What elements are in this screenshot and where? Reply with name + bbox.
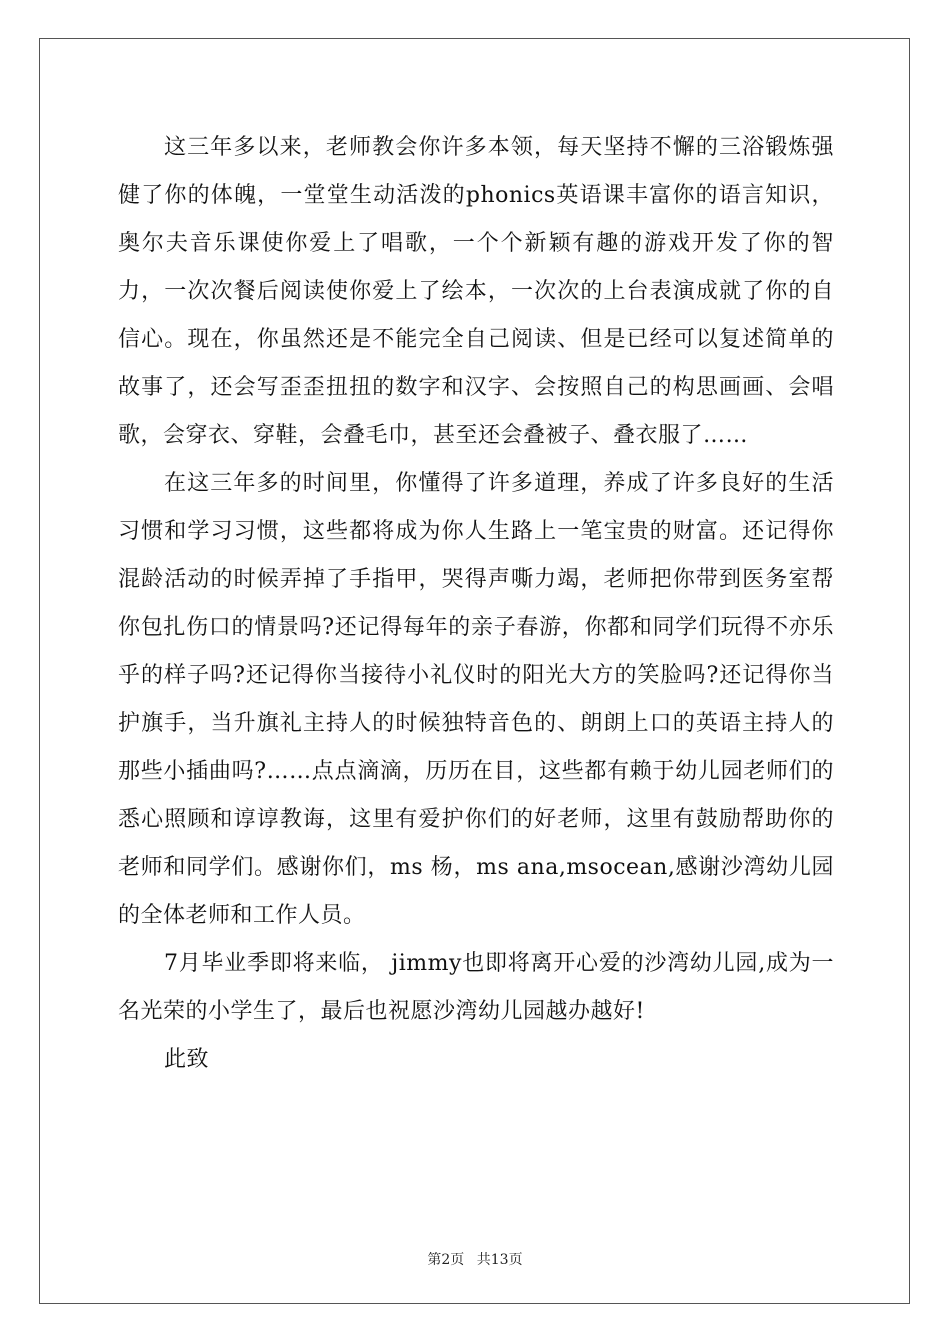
paragraph-2: 在这三年多的时间里，你懂得了许多道理，养成了许多良好的生活习惯和学习习惯，这些都将成为你人生路上一笔宝贵的财富。还记得你混龄活动的时候弄掉了手指甲，哭得声嘶力竭，老师把你带到医务室帮你包扎伤口的情景吗?还记得每年的亲子春游，你都和同学们玩得不亦乐乎的样子吗?还记得你当接待小礼仪时的阳光大方的笑脸吗?还记得你当护旗手，当升旗礼主持人的时候独特音色的、朗朗上口的英语主持人的那些小插曲吗?……点点滴滴，历历在目，这些都有赖于幼儿园老师们的悉心照顾和谆谆教诲，这里有爱护你们的好老师，这里有鼓励帮助你的老师和同学们。感谢你们，ms 杨，ms ana,msocean,感谢沙湾幼儿园的全体老师和工作人员。 — [118, 471, 834, 928]
page-total: 共13页 — [476, 1252, 523, 1268]
page-number: 第2页 — [427, 1252, 465, 1268]
paragraph-3: 7月毕业季即将来临， jimmy也即将离开心爱的沙湾幼儿园,成为一名光荣的小学生了，最后也祝愿沙湾幼儿园越办越好! — [118, 951, 834, 1024]
paragraph-closing: 此致 — [164, 1047, 210, 1072]
page-footer — [0, 1249, 950, 1269]
paragraph-1: 这三年多以来，老师教会你许多本领，每天坚持不懈的三浴锻炼强健了你的体魄，一堂堂生动活泼的phonics英语课丰富你的语言知识，奥尔夫音乐课使你爱上了唱歌，一个个新颖有趣的游戏开发了你的智力，一次次餐后阅读使你爱上了绘本，一次次的上台表演成就了你的自信心。现在，你虽然还是不能完全自己阅读、但是已经可以复述简单的故事了，还会写歪歪扭扭的数字和汉字、会按照自己的构思画画、会唱歌，会穿衣、穿鞋，会叠毛巾，甚至还会叠被子、叠衣服了…… — [118, 135, 834, 448]
document-body — [118, 124, 834, 1084]
